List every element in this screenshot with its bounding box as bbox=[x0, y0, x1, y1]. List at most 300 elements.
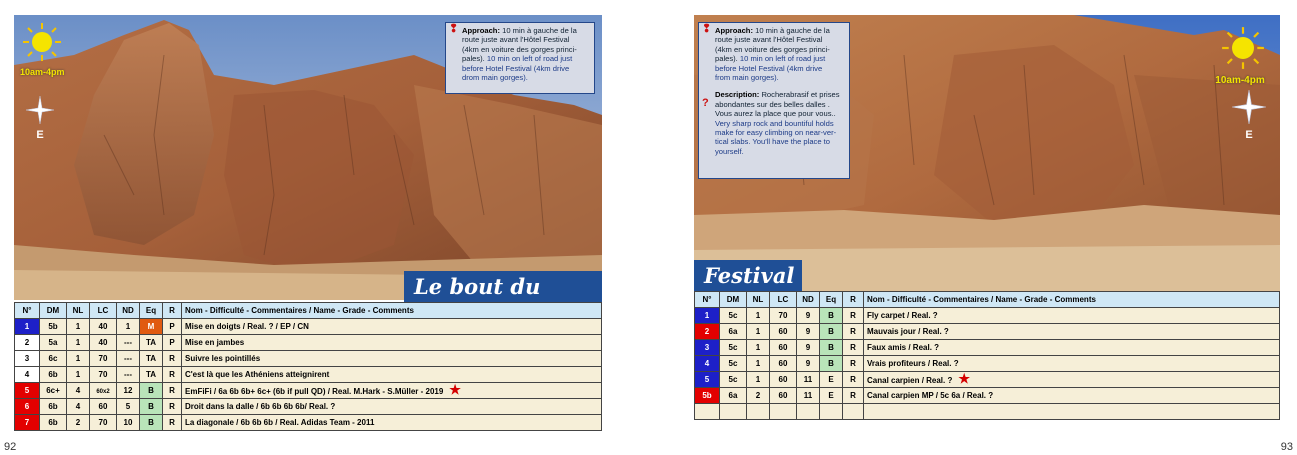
route-equipment bbox=[140, 367, 163, 383]
route-number bbox=[695, 308, 720, 324]
description-en-line: make for easy climbing on near-ver- bbox=[715, 128, 837, 138]
route-grade-text: 5c bbox=[728, 375, 738, 384]
route-equipment-text: B bbox=[828, 311, 834, 320]
route-name-text: Vrais profiteurs / Real. ? bbox=[867, 359, 959, 368]
route-pitches-text: 2 bbox=[75, 418, 81, 427]
route-length-text: 70 bbox=[98, 354, 108, 363]
route-number-text: 4 bbox=[704, 359, 710, 368]
route-number-text: 1 bbox=[704, 311, 710, 320]
compass-star-icon bbox=[1232, 90, 1266, 124]
route-bolts bbox=[797, 404, 820, 420]
route-number-text: 2 bbox=[24, 338, 30, 347]
route-bolts bbox=[797, 324, 820, 340]
route-equipment-text: TA bbox=[145, 338, 157, 347]
route-number-text: 7 bbox=[24, 418, 30, 427]
table-row bbox=[15, 383, 602, 399]
route-rating bbox=[843, 388, 864, 404]
compass-direction: E bbox=[36, 129, 44, 141]
route-grade bbox=[720, 340, 747, 356]
route-grade-text: 6a bbox=[728, 391, 738, 400]
col-pitches: NL bbox=[747, 292, 770, 308]
col-number: N° bbox=[695, 292, 720, 308]
route-grade bbox=[40, 415, 67, 431]
question-icon: ? bbox=[702, 97, 709, 109]
route-length-text: 60 bbox=[778, 343, 788, 352]
route-grade bbox=[40, 383, 67, 399]
route-pitches bbox=[67, 351, 90, 367]
route-name bbox=[182, 351, 602, 367]
route-equipment bbox=[820, 308, 843, 324]
col-rating: R bbox=[843, 292, 864, 308]
route-grade-text: 5c bbox=[728, 343, 738, 352]
col-length: LC bbox=[770, 292, 797, 308]
route-name-text: Canal carpien / Real. ? bbox=[867, 376, 953, 385]
route-bolts-text: --- bbox=[124, 338, 132, 347]
route-grade-text: 5c bbox=[728, 359, 738, 368]
approach-fr-line: (4km en voiture des gorges princi- bbox=[462, 44, 577, 54]
route-rating bbox=[843, 308, 864, 324]
route-pitches bbox=[747, 388, 770, 404]
route-pitches bbox=[747, 372, 770, 388]
route-name-text: Suivre les pointillés bbox=[185, 354, 261, 363]
route-equipment-text: TA bbox=[145, 354, 157, 363]
route-grade-text: 5b bbox=[48, 322, 58, 331]
col-length: LC bbox=[90, 303, 117, 319]
approach-en-line: 10 min on left of road just bbox=[486, 54, 573, 64]
route-number-text: 5 bbox=[704, 375, 710, 384]
route-equipment bbox=[820, 356, 843, 372]
route-rating-text: R bbox=[850, 327, 856, 336]
description-fr-line: Vous aurez la place que pour vous.. bbox=[715, 109, 836, 119]
route-length-text: 60 bbox=[778, 391, 788, 400]
route-bolts-text: --- bbox=[124, 354, 132, 363]
route-number bbox=[15, 415, 40, 431]
table-row bbox=[695, 324, 1280, 340]
approach-en-line: from main gorges). bbox=[715, 73, 779, 83]
sector-title: Le bout du bbox=[404, 271, 602, 302]
footprints-icon: ❢ bbox=[449, 23, 459, 35]
description-en-line: Very sharp rock and bountiful holds bbox=[715, 118, 834, 128]
route-rating bbox=[163, 415, 182, 431]
route-pitches-text: 1 bbox=[755, 343, 761, 352]
route-grade-text: 6b bbox=[48, 402, 58, 411]
route-grade-text: 6a bbox=[728, 327, 738, 336]
sun-time: 10am-4pm bbox=[1215, 75, 1265, 86]
route-bolts-text: 11 bbox=[803, 391, 813, 400]
route-length-text: 60 bbox=[778, 359, 788, 368]
route-number bbox=[15, 399, 40, 415]
route-rating-text: R bbox=[169, 386, 175, 395]
route-bolts-text: 9 bbox=[805, 327, 811, 336]
route-pitches-text: 1 bbox=[75, 354, 81, 363]
route-grade bbox=[720, 388, 747, 404]
route-bolts bbox=[797, 308, 820, 324]
compass bbox=[1232, 90, 1266, 141]
route-rating-text: R bbox=[169, 402, 175, 411]
approach-fr-line: pales). bbox=[715, 54, 738, 64]
route-grade bbox=[720, 372, 747, 388]
route-name bbox=[864, 308, 1280, 324]
route-number-text: 3 bbox=[24, 354, 30, 363]
route-grade-text: 6b bbox=[48, 418, 58, 427]
route-name-text: Canal carpien MP / 5c 6a / Real. ? bbox=[867, 391, 994, 400]
route-rating bbox=[163, 383, 182, 399]
route-name bbox=[182, 335, 602, 351]
route-bolts-text: --- bbox=[124, 370, 132, 379]
table-row bbox=[15, 351, 602, 367]
route-rating-text: P bbox=[169, 338, 175, 347]
route-name bbox=[182, 319, 602, 335]
route-bolts-text: 5 bbox=[125, 402, 131, 411]
route-name-text: Mauvais jour / Real. ? bbox=[867, 327, 949, 336]
route-name bbox=[182, 399, 602, 415]
route-bolts bbox=[117, 399, 140, 415]
table-header-row bbox=[15, 303, 602, 319]
table-row bbox=[695, 372, 1280, 388]
route-number-text: 2 bbox=[704, 327, 710, 336]
route-name-text: Droit dans la dalle / 6b 6b 6b 6b/ Real. ? bbox=[185, 402, 336, 411]
route-length bbox=[770, 356, 797, 372]
route-pitches bbox=[747, 308, 770, 324]
route-grade bbox=[720, 404, 747, 420]
route-rating bbox=[163, 351, 182, 367]
route-name-text: La diagonale / 6b 6b 6b / Real. Adidas Team - 2011 bbox=[185, 418, 375, 427]
route-grade bbox=[40, 351, 67, 367]
route-name-text: Mise en jambes bbox=[185, 338, 245, 347]
route-pitches-text: 1 bbox=[755, 375, 761, 384]
route-number bbox=[695, 324, 720, 340]
route-length-text: 70 bbox=[98, 418, 108, 427]
sun-exposure bbox=[20, 22, 65, 77]
route-pitches bbox=[67, 415, 90, 431]
route-number-text: 4 bbox=[24, 370, 30, 379]
route-pitches-text: 1 bbox=[755, 327, 761, 336]
route-equipment bbox=[820, 404, 843, 420]
route-rating bbox=[843, 356, 864, 372]
description-label: Description: bbox=[715, 90, 760, 100]
route-grade-text: 6c+ bbox=[46, 386, 60, 395]
route-length bbox=[770, 372, 797, 388]
approach-en-line: before Hotel Festival (4km drive bbox=[715, 63, 823, 73]
route-grade bbox=[40, 319, 67, 335]
route-pitches bbox=[67, 367, 90, 383]
route-bolts bbox=[117, 335, 140, 351]
col-pitches: NL bbox=[67, 303, 90, 319]
route-length bbox=[90, 367, 117, 383]
route-rating-text: R bbox=[169, 354, 175, 363]
route-rating bbox=[843, 340, 864, 356]
route-number bbox=[15, 351, 40, 367]
route-pitches-text: 1 bbox=[755, 359, 761, 368]
approach-fr-line: pales). bbox=[462, 54, 485, 64]
route-rating bbox=[843, 372, 864, 388]
route-rating bbox=[163, 319, 182, 335]
route-equipment-text: B bbox=[828, 343, 834, 352]
approach-fr-line: route juste avant l'Hôtel Festival bbox=[715, 35, 823, 45]
route-bolts-text: 9 bbox=[805, 311, 811, 320]
route-number bbox=[695, 388, 720, 404]
route-bolts bbox=[117, 367, 140, 383]
route-equipment-text: B bbox=[828, 359, 834, 368]
route-name-text: C'est là que les Athéniens atteignirent bbox=[185, 370, 330, 379]
route-grade bbox=[40, 399, 67, 415]
description-fr-line: Rocherabrasif et prises bbox=[761, 90, 840, 100]
description-en-line: tical slabs. You'll have the place to bbox=[715, 137, 831, 147]
route-equipment-text: B bbox=[148, 386, 154, 395]
route-equipment bbox=[140, 383, 163, 399]
route-number-text: 1 bbox=[24, 322, 30, 331]
route-length-text: 40 bbox=[98, 338, 108, 347]
col-rating: R bbox=[163, 303, 182, 319]
route-number bbox=[695, 340, 720, 356]
route-bolts-text: 12 bbox=[123, 386, 133, 395]
route-table bbox=[694, 291, 1280, 420]
route-pitches-text: 1 bbox=[75, 338, 81, 347]
route-equipment bbox=[820, 324, 843, 340]
route-rating bbox=[163, 399, 182, 415]
route-rating-text: R bbox=[850, 311, 856, 320]
route-length bbox=[90, 319, 117, 335]
sun-time: 10am-4pm bbox=[20, 67, 65, 77]
route-name bbox=[864, 388, 1280, 404]
route-pitches bbox=[747, 340, 770, 356]
table-row bbox=[15, 367, 602, 383]
route-grade-text: 5c bbox=[728, 311, 738, 320]
route-rating-text: R bbox=[850, 343, 856, 352]
route-grade bbox=[40, 335, 67, 351]
route-length bbox=[770, 324, 797, 340]
route-pitches-text: 2 bbox=[755, 391, 761, 400]
description-en-line: yourself. bbox=[715, 146, 744, 156]
route-number-text: 5 bbox=[24, 386, 30, 395]
approach-mixed-line bbox=[462, 54, 589, 63]
col-number: N° bbox=[15, 303, 40, 319]
route-length bbox=[90, 351, 117, 367]
route-bolts bbox=[117, 383, 140, 399]
route-length bbox=[90, 399, 117, 415]
table-row bbox=[695, 388, 1280, 404]
info-box bbox=[698, 22, 850, 179]
col-grade: DM bbox=[720, 292, 747, 308]
route-number bbox=[695, 372, 720, 388]
route-grade bbox=[720, 308, 747, 324]
route-bolts bbox=[117, 415, 140, 431]
route-number bbox=[695, 356, 720, 372]
route-length-text: 60 bbox=[778, 375, 788, 384]
table-row bbox=[15, 415, 602, 431]
route-rating-text: R bbox=[850, 375, 856, 384]
route-grade bbox=[720, 324, 747, 340]
table-row bbox=[695, 404, 1280, 420]
route-number bbox=[15, 367, 40, 383]
route-pitches bbox=[747, 404, 770, 420]
route-grade-text: 6b bbox=[48, 370, 58, 379]
approach-box bbox=[445, 22, 595, 94]
col-grade: DM bbox=[40, 303, 67, 319]
route-length bbox=[770, 340, 797, 356]
star-icon: ★ bbox=[449, 382, 461, 397]
compass-direction: E bbox=[1245, 129, 1253, 141]
route-length-text: 60 bbox=[778, 327, 788, 336]
route-name bbox=[182, 415, 602, 431]
route-table bbox=[14, 302, 602, 431]
route-equipment bbox=[140, 415, 163, 431]
col-equipment: Eq bbox=[140, 303, 163, 319]
route-length-text: 40 bbox=[98, 322, 108, 331]
route-name bbox=[864, 340, 1280, 356]
route-bolts bbox=[797, 372, 820, 388]
route-name-text: Fly carpet / Real. ? bbox=[867, 311, 938, 320]
route-bolts-text: 10 bbox=[123, 418, 133, 427]
table-row bbox=[695, 356, 1280, 372]
route-rating bbox=[843, 404, 864, 420]
route-number-text: 5b bbox=[702, 391, 712, 400]
route-equipment bbox=[820, 372, 843, 388]
route-length-text: 60x2 bbox=[96, 389, 110, 395]
route-bolts bbox=[117, 351, 140, 367]
route-rating-text: R bbox=[169, 418, 175, 427]
route-name bbox=[864, 356, 1280, 372]
route-equipment bbox=[820, 340, 843, 356]
table-row bbox=[15, 335, 602, 351]
route-grade bbox=[720, 356, 747, 372]
route-rating bbox=[163, 335, 182, 351]
description-fr-line: abondantes sur des belles dalles . bbox=[715, 99, 830, 109]
route-number bbox=[15, 319, 40, 335]
col-name: Nom - Difficulté - Commentaires / Name - Grade - Comments bbox=[864, 292, 1280, 308]
route-bolts-text: 11 bbox=[803, 375, 813, 384]
route-equipment-text: B bbox=[148, 418, 154, 427]
route-rating-text: P bbox=[169, 322, 175, 331]
route-equipment-text: E bbox=[828, 375, 834, 384]
route-equipment-text: E bbox=[828, 391, 834, 400]
route-equipment bbox=[820, 388, 843, 404]
route-name bbox=[182, 383, 602, 399]
col-name: Nom - Difficulté - Commentaires / Name - Grade - Comments bbox=[182, 303, 602, 319]
route-rating bbox=[163, 367, 182, 383]
route-equipment bbox=[140, 351, 163, 367]
approach-label: Approach: bbox=[462, 26, 500, 35]
route-equipment-text: B bbox=[148, 402, 154, 411]
approach-en-line: before Hotel Festival (4km drive bbox=[462, 63, 570, 73]
route-pitches bbox=[747, 324, 770, 340]
sun-exposure bbox=[1215, 26, 1265, 86]
approach-mixed-line bbox=[715, 54, 844, 63]
route-number-text: 6 bbox=[24, 402, 30, 411]
route-length bbox=[770, 404, 797, 420]
route-pitches bbox=[67, 319, 90, 335]
route-grade-text: 6c bbox=[48, 354, 58, 363]
route-number-text: 3 bbox=[704, 343, 710, 352]
col-bolts: ND bbox=[797, 292, 820, 308]
route-pitches-text: 4 bbox=[75, 386, 81, 395]
route-equipment bbox=[140, 319, 163, 335]
route-length-text: 70 bbox=[98, 370, 108, 379]
footprints-icon: ❢ bbox=[702, 23, 712, 35]
approach-label: Approach: bbox=[715, 26, 753, 35]
route-equipment-text: M bbox=[147, 322, 155, 331]
col-bolts: ND bbox=[117, 303, 140, 319]
table-row bbox=[695, 308, 1280, 324]
right-page bbox=[649, 0, 1297, 455]
route-equipment bbox=[140, 335, 163, 351]
approach-en-line: drom main gorges). bbox=[462, 73, 528, 83]
route-bolts-text: 1 bbox=[125, 322, 131, 331]
route-bolts bbox=[797, 356, 820, 372]
approach-fr-line: route juste avant l'Hôtel Festival bbox=[462, 35, 570, 45]
route-name-text: EmFiFi / 6a 6b 6b+ 6c+ (6b if pull QD) / Real. M.Hark - S.Müller - 2019 bbox=[185, 387, 444, 396]
route-equipment-text: TA bbox=[145, 370, 157, 379]
route-length-text: 70 bbox=[778, 311, 788, 320]
left-page bbox=[0, 0, 648, 455]
route-length bbox=[770, 308, 797, 324]
table-row bbox=[15, 399, 602, 415]
route-name bbox=[864, 324, 1280, 340]
route-length bbox=[770, 388, 797, 404]
route-rating-text: R bbox=[169, 370, 175, 379]
route-pitches-text: 1 bbox=[755, 311, 761, 320]
route-pitches bbox=[67, 383, 90, 399]
page-number: 92 bbox=[4, 441, 17, 453]
route-grade bbox=[40, 367, 67, 383]
route-rating-text: R bbox=[850, 359, 856, 368]
col-equipment: Eq bbox=[820, 292, 843, 308]
route-name bbox=[864, 372, 1280, 388]
route-equipment bbox=[140, 399, 163, 415]
table-row bbox=[695, 340, 1280, 356]
route-length bbox=[90, 415, 117, 431]
sun-icon bbox=[22, 22, 62, 62]
approach-fr-line: 10 min à gauche de la bbox=[755, 26, 830, 35]
route-number bbox=[695, 404, 720, 420]
sun-icon bbox=[1221, 26, 1265, 70]
table-header-row bbox=[695, 292, 1280, 308]
table-row bbox=[15, 319, 602, 335]
route-number bbox=[15, 335, 40, 351]
route-grade-text: 5a bbox=[48, 338, 58, 347]
compass-star-icon bbox=[26, 96, 54, 124]
route-bolts bbox=[797, 340, 820, 356]
route-pitches-text: 4 bbox=[75, 402, 81, 411]
sector-title: Festival bbox=[694, 260, 802, 291]
route-number bbox=[15, 383, 40, 399]
approach-en-line: 10 min on left of road just bbox=[739, 54, 826, 64]
route-bolts bbox=[117, 319, 140, 335]
route-name bbox=[182, 367, 602, 383]
route-pitches bbox=[67, 399, 90, 415]
route-pitches bbox=[747, 356, 770, 372]
route-name-text: Mise en doigts / Real. ? / EP / CN bbox=[185, 322, 309, 331]
route-pitches-text: 1 bbox=[75, 322, 81, 331]
route-bolts bbox=[797, 388, 820, 404]
route-pitches-text: 1 bbox=[75, 370, 81, 379]
star-icon: ★ bbox=[958, 371, 971, 386]
route-length bbox=[90, 383, 117, 399]
compass bbox=[26, 96, 54, 141]
page-number: 93 bbox=[1280, 441, 1293, 453]
route-length bbox=[90, 335, 117, 351]
route-bolts-text: 9 bbox=[805, 359, 811, 368]
route-rating bbox=[843, 324, 864, 340]
route-rating-text: R bbox=[850, 391, 856, 400]
approach-fr-line: 10 min à gauche de la bbox=[502, 26, 577, 35]
approach-fr-line: (4km en voiture des gorges princi- bbox=[715, 44, 830, 54]
route-equipment-text: B bbox=[828, 327, 834, 336]
route-name bbox=[864, 404, 1280, 420]
route-name-text: Faux amis / Real. ? bbox=[867, 343, 940, 352]
route-bolts-text: 9 bbox=[805, 343, 811, 352]
route-pitches bbox=[67, 335, 90, 351]
